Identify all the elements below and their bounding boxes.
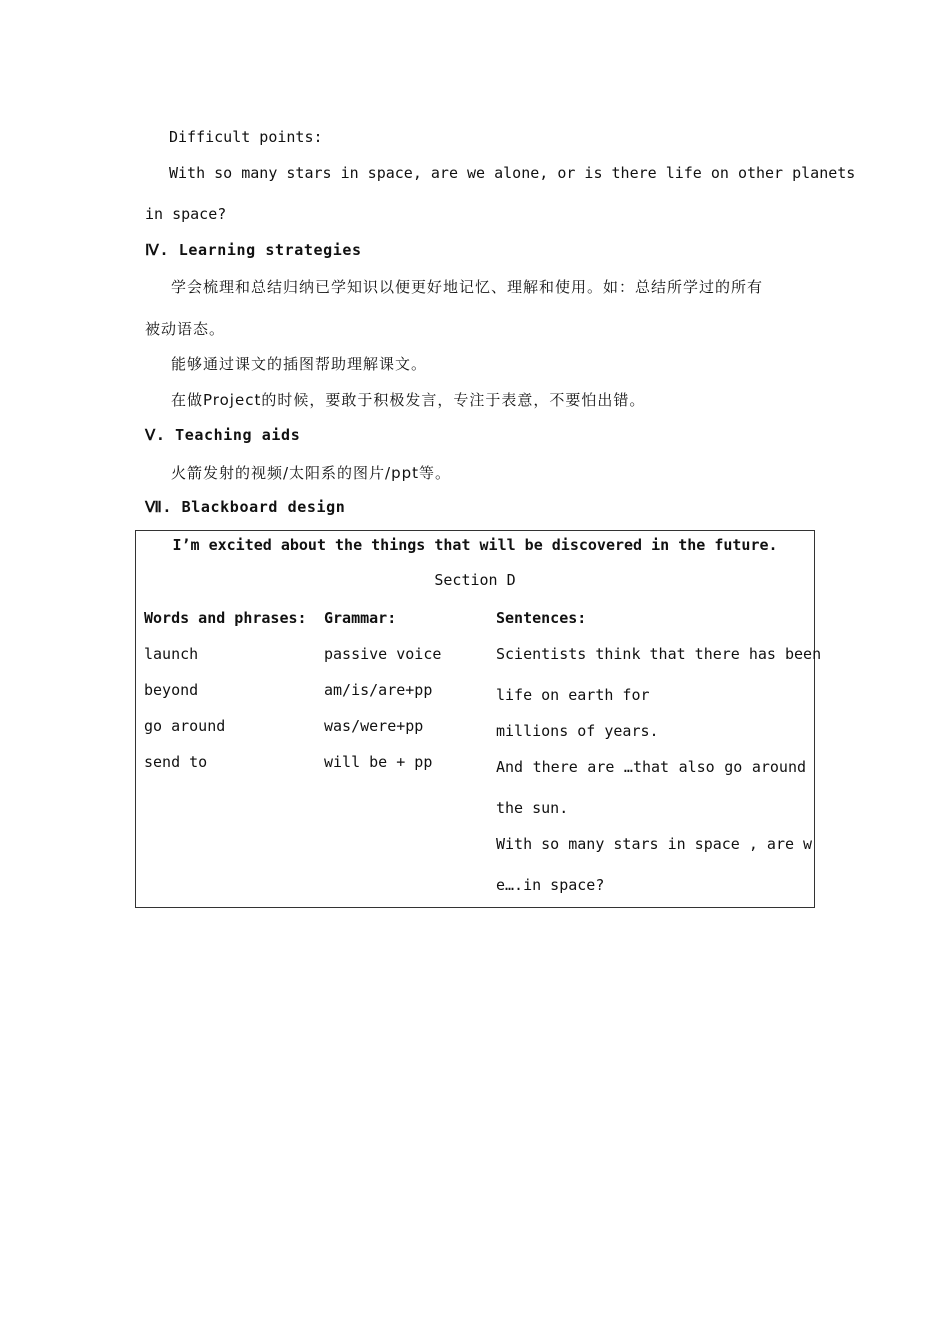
sentence-line: And there are …that also go around — [496, 758, 806, 776]
learning-strategies-p1-line2: 被动语态。 — [145, 320, 226, 338]
blackboard-title: I’m excited about the things that will be discovered in the future. — [172, 536, 778, 554]
teaching-aids-heading: Ⅴ. Teaching aids — [145, 426, 301, 444]
grammar-column-header: Grammar: — [324, 609, 397, 627]
grammar-item: will be + pp — [324, 753, 433, 771]
grammar-item: passive voice — [324, 645, 442, 663]
teaching-aids-text: 火箭发射的视频/太阳系的图片/ppt等。 — [171, 464, 452, 482]
word-item: send to — [144, 753, 208, 771]
grammar-item: was/were+pp — [324, 717, 424, 735]
grammar-item: am/is/are+pp — [324, 681, 433, 699]
blackboard-heading: Ⅶ. Blackboard design — [145, 498, 346, 516]
sentence-line: millions of years. — [496, 722, 659, 740]
difficult-points-text-line1: With so many stars in space, are we alone, or is there life on other planets — [169, 164, 856, 182]
learning-strategies-heading: Ⅳ. Learning strategies — [145, 241, 362, 259]
sentence-line: life on earth for — [496, 686, 650, 704]
word-item: go around — [144, 717, 226, 735]
learning-strategies-p3: 在做Project的时候，要敢于积极发言，专注于表意，不要怕出错。 — [171, 391, 646, 409]
sentence-line: the sun. — [496, 799, 569, 817]
learning-strategies-p1-line1: 学会梳理和总结归纳已学知识以便更好地记忆、理解和使用。如：总结所学过的所有 — [171, 278, 764, 296]
blackboard-table — [135, 530, 822, 908]
word-item: beyond — [144, 681, 199, 699]
sentence-line: With so many stars in space , are w — [496, 835, 813, 853]
sentences-column-header: Sentences: — [496, 609, 587, 627]
difficult-points-text-line2: in space? — [145, 205, 227, 223]
difficult-points-label: Difficult points: — [169, 128, 323, 146]
learning-strategies-p2: 能够通过课文的插图帮助理解课文。 — [171, 355, 428, 373]
sentence-line: Scientists think that there has been — [496, 645, 822, 663]
word-item: launch — [144, 645, 199, 663]
sentence-line: e….in space? — [496, 876, 605, 894]
words-column-header: Words and phrases: — [144, 609, 307, 627]
blackboard-section: Section D — [434, 571, 516, 589]
